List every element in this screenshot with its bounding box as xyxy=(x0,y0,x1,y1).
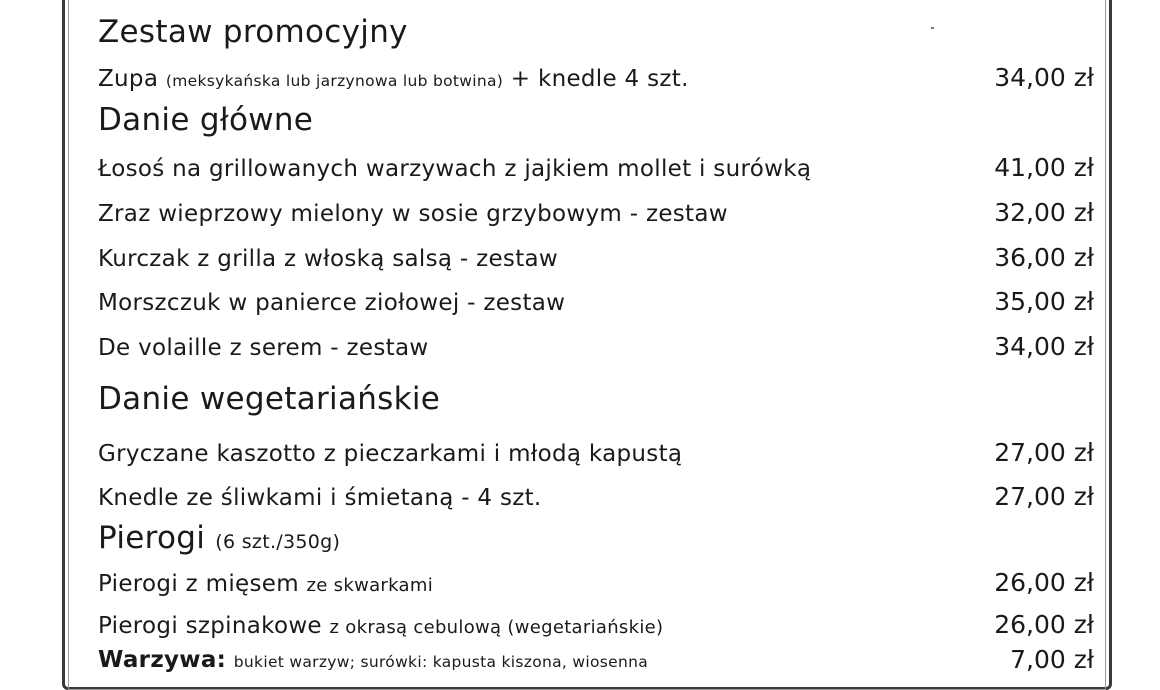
item-detail: (meksykańska lub jarzynowa lub botwina) xyxy=(165,72,504,90)
item-price: 36,00 zł xyxy=(994,243,1094,272)
menu-item-pierogi-szpinak xyxy=(98,605,1094,639)
item-price: 35,00 zł xyxy=(994,287,1094,316)
item-name xyxy=(98,571,433,597)
menu-item-knedle xyxy=(98,477,1094,511)
menu-item-warzywa xyxy=(98,641,1094,675)
menu-item-kaszotto xyxy=(98,433,1094,467)
item-name xyxy=(98,66,689,92)
pierogi-note: (6 szt./350g) xyxy=(215,531,341,553)
item-detail: ze skwarkami xyxy=(306,575,434,596)
menu-item-zraz xyxy=(98,193,1094,227)
item-price: 26,00 zł xyxy=(994,568,1094,597)
item-price: 34,00 zł xyxy=(994,63,1094,92)
section-title-veg: Danie wegetariańskie xyxy=(98,381,441,417)
item-detail: z okrasą cebulową (wegetariańskie) xyxy=(329,617,664,638)
item-label: Warzywa: xyxy=(98,647,227,673)
item-price: 32,00 zł xyxy=(994,198,1094,227)
item-extra: + knedle 4 szt. xyxy=(510,66,689,92)
item-name xyxy=(98,647,648,673)
item-price: 41,00 zł xyxy=(994,153,1094,182)
item-label: Pierogi z mięsem xyxy=(98,571,299,597)
menu-item-losos xyxy=(98,148,1094,182)
item-name: Łosoś na grillowanych warzywach z jajkiem mollet i surówką xyxy=(98,156,812,182)
item-detail: bukiet warzyw; surówki: kapusta kiszona, wiosenna xyxy=(233,653,649,671)
pierogi-title: Pierogi xyxy=(98,520,206,556)
menu-item-zupa xyxy=(98,58,1094,92)
item-name: Kurczak z grilla z włoską salsą - zestaw xyxy=(98,246,559,272)
item-name: Zraz wieprzowy mielony w sosie grzybowym - zestaw xyxy=(98,201,728,227)
speck xyxy=(931,27,934,29)
item-label: Pierogi szpinakowe xyxy=(98,613,322,639)
item-price: 34,00 zł xyxy=(994,332,1094,361)
menu-item-morszczuk xyxy=(98,282,1094,316)
section-title-promo: Zestaw promocyjny xyxy=(98,14,408,50)
menu-item-de-volaille xyxy=(98,327,1094,361)
item-label: Zupa xyxy=(98,66,159,92)
item-name: Knedle ze śliwkami i śmietaną - 4 szt. xyxy=(98,485,542,511)
section-title-main: Danie główne xyxy=(98,102,314,138)
menu-item-kurczak xyxy=(98,238,1094,272)
item-price: 26,00 zł xyxy=(994,610,1094,639)
item-price: 7,00 zł xyxy=(1010,645,1094,674)
item-price: 27,00 zł xyxy=(994,482,1094,511)
item-price: 27,00 zł xyxy=(994,438,1094,467)
item-name: De volaille z serem - zestaw xyxy=(98,335,429,361)
menu-item-pierogi-mieso xyxy=(98,563,1094,597)
item-name: Morszczuk w panierce ziołowej - zestaw xyxy=(98,290,566,316)
section-title-pierogi xyxy=(98,520,340,556)
item-name: Gryczane kaszotto z pieczarkami i młodą kapustą xyxy=(98,441,683,467)
item-name xyxy=(98,613,663,639)
